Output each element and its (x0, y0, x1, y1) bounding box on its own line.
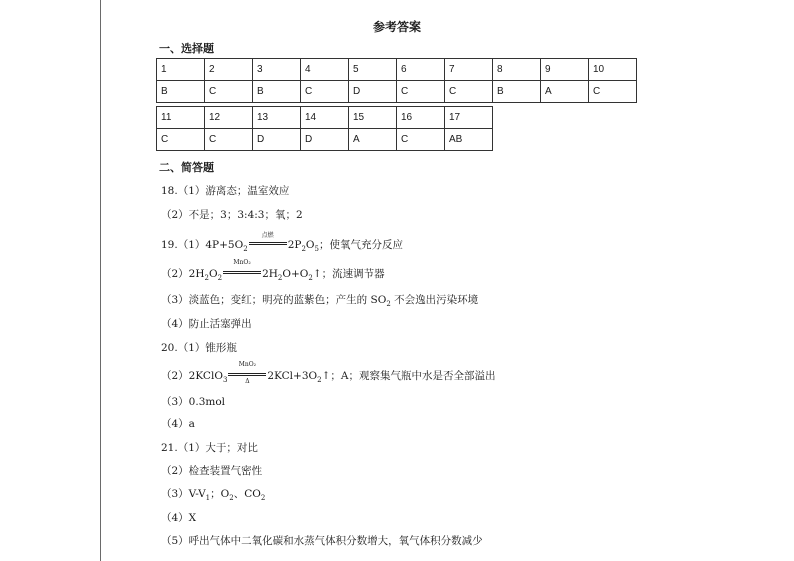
table-cell: 16 (397, 107, 445, 129)
reaction-arrow (223, 259, 261, 277)
text-run: 2P (287, 239, 302, 251)
table-cell: 2 (205, 59, 253, 81)
subscript: 3 (222, 376, 228, 385)
answer-line-21-5: （5）呼出气体中二氧化碳和水蒸气体积分数增大，氧气体积分数减少 (161, 535, 483, 547)
table-cell: 13 (253, 107, 301, 129)
answer-line-18-1: 18.（1）游离态；温室效应 (161, 185, 290, 197)
subscript: 2 (301, 245, 306, 254)
answer-line-21-4: （4）X (161, 512, 197, 524)
text-run: ；使氧气充分反应 (318, 239, 403, 251)
subscript: 2 (243, 245, 248, 254)
table-cell: C (205, 129, 253, 151)
subscript: 2 (204, 274, 209, 283)
table-cell: C (589, 81, 637, 103)
table-cell: B (157, 81, 205, 103)
table-cell: 11 (157, 107, 205, 129)
answer-line-20-1: 20.（1）锥形瓶 (161, 342, 237, 354)
answer-line-21-2: （2）检查装置气密性 (161, 465, 263, 477)
subscript: 2 (260, 494, 266, 503)
page-title: 参考答案 (372, 20, 421, 34)
subscript: 2 (217, 274, 223, 283)
table-cell: 9 (541, 59, 589, 81)
table-cell: 1 (157, 59, 205, 81)
answer-line-20-3: （3）0.3mol (161, 396, 226, 408)
answer-line-21-1: 21.（1）大于；对比 (161, 442, 258, 454)
answer-line-19-1 (161, 232, 403, 254)
reaction-condition: MnO₂ (238, 361, 257, 368)
table-cell: 6 (397, 59, 445, 81)
table-cell: 8 (493, 59, 541, 81)
table-cell: 3 (253, 59, 301, 81)
table-cell: B (253, 81, 301, 103)
text-run: ；O (210, 488, 230, 500)
subscript: 2 (386, 300, 391, 309)
text-run: （2）2H (161, 268, 205, 280)
table-cell: 17 (445, 107, 493, 129)
subscript: 2 (277, 274, 283, 283)
answer-line-21-3 (161, 486, 265, 502)
answer-table (156, 58, 637, 103)
table-cell: C (205, 81, 253, 103)
text-run: 2KCl+3O (267, 370, 318, 382)
section-heading-choice: 一、选择题 (159, 42, 214, 55)
reaction-arrow (249, 232, 287, 248)
table-cell: 14 (301, 107, 349, 129)
answer-line-19-4: （4）防止活塞弹出 (161, 318, 252, 330)
table-cell: 4 (301, 59, 349, 81)
answer-line-20-2 (161, 361, 496, 385)
text-run: 2H (262, 268, 278, 280)
answer-line-18-2: （2）不是；3；3:4:3；氧；2 (161, 209, 303, 221)
table-cell: C (157, 129, 205, 151)
table-cell: 12 (205, 107, 253, 129)
page-edge-line (100, 0, 101, 561)
table-cell: D (253, 129, 301, 151)
table-cell: B (493, 81, 541, 103)
reaction-arrow (228, 361, 266, 385)
table-cell: C (301, 81, 349, 103)
subscript: 1 (205, 494, 211, 503)
text-run: ↑；流速调节器 (312, 268, 385, 280)
table-cell: 7 (445, 59, 493, 81)
table-cell: 15 (349, 107, 397, 129)
answer-line-19-3 (161, 292, 478, 308)
table-cell: A (541, 81, 589, 103)
table-cell: 5 (349, 59, 397, 81)
text-run: 19.（1）4P+5O (161, 239, 244, 251)
subscript: 2 (317, 376, 322, 385)
table-cell: 10 (589, 59, 637, 81)
table-row (157, 59, 637, 81)
table-cell: C (397, 81, 445, 103)
table-cell: C (445, 81, 493, 103)
subscript: 5 (314, 245, 319, 254)
text-run: （3）V-V (161, 488, 206, 500)
text-run: （3）淡蓝色；变红；明亮的蓝紫色；产生的 SO (161, 294, 387, 306)
text-run: O (305, 239, 315, 251)
answer-line-20-4: （4）a (161, 418, 195, 430)
table-cell: C (397, 129, 445, 151)
text-run: O+O (282, 268, 309, 280)
answer-line-19-2 (161, 259, 385, 283)
reaction-condition-heat: Δ (245, 378, 250, 385)
table-row (157, 81, 637, 103)
table-cell: AB (445, 129, 493, 151)
reaction-condition: 点燃 (261, 232, 274, 239)
subscript: 2 (308, 274, 313, 283)
section-heading-short-answer: 二、简答题 (159, 161, 214, 174)
text-run: （2）2KClO (161, 370, 223, 382)
table-cell: D (349, 81, 397, 103)
reaction-condition: MnO₂ (233, 259, 251, 266)
text-run: ↑；A；观察集气瓶中水是否全部溢出 (321, 370, 496, 382)
text-run: O (209, 268, 218, 280)
table-cell: D (301, 129, 349, 151)
subscript: 2 (229, 494, 234, 503)
text-run: 不会逸出污染环境 (390, 294, 479, 306)
answer-table-2 (156, 106, 493, 151)
table-cell: A (349, 129, 397, 151)
text-run: 、CO (233, 488, 261, 500)
table-row (157, 107, 493, 129)
table-row (157, 129, 493, 151)
